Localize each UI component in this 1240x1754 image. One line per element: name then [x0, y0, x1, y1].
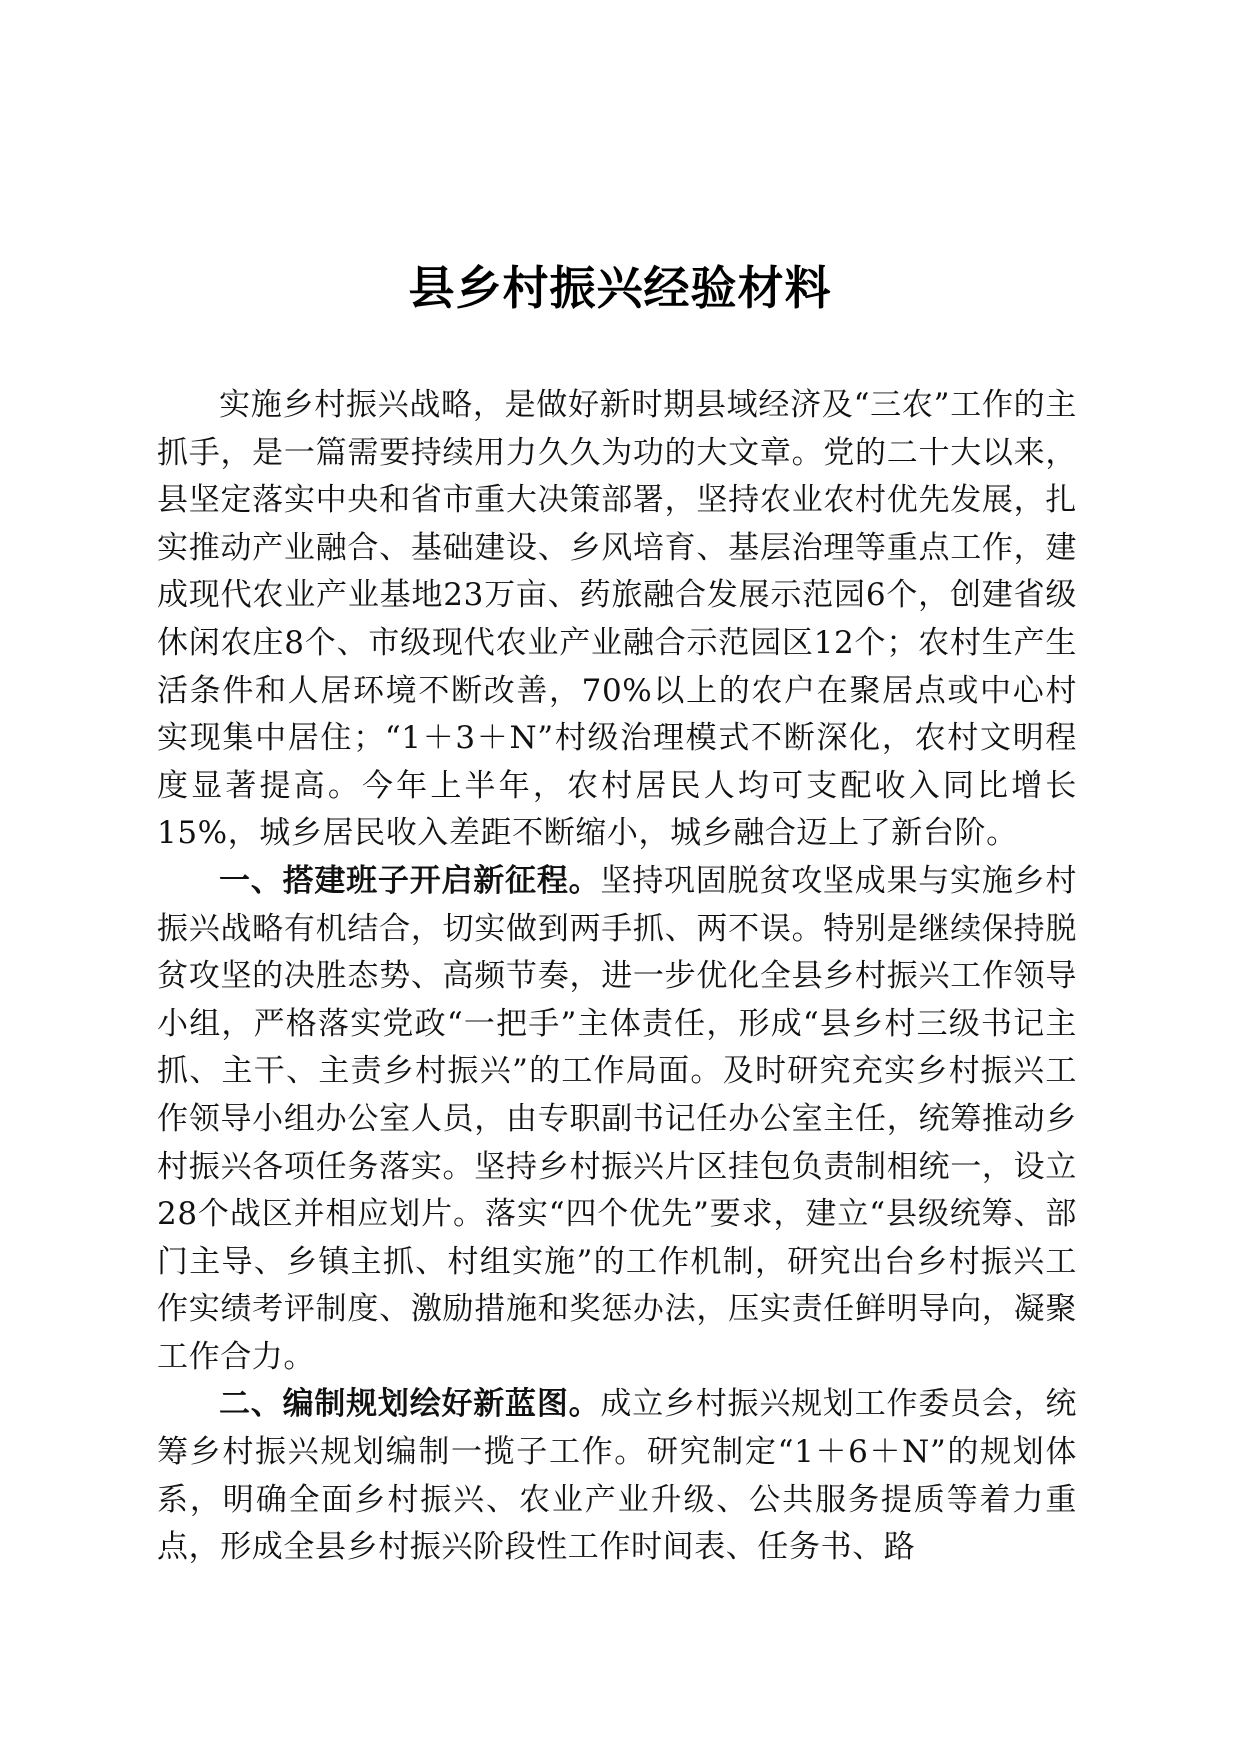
document-title: 县乡村振兴经验材料 — [408, 261, 832, 315]
paragraph-intro-text: 实施乡村振兴战略，是做好新时期县域经济及“三农”工作的主抓手，是一篇需要持续用力久久为功的大文章。党的二十大以来，县坚定落实中央和省市重大决策部署，坚持农业农村优先发展，扎实推动产业融合、基础建设、乡风培育、基层治理等重点工作，建成现代农业产业基地23万亩、药旅融合发展示范园6个，创建省级休闲农庄8个、市级现代农业产业融合示范园区12个；农村生产生活条件和人居环境不断改善，70%以上的农户在聚居点或中心村实现集中居住；“1＋3＋N”村级治理模式不断深化，农村文明程度显著提高。今年上半年，农村居民人均可支配收入同比增长15%，城乡居民收入差距不断缩小，城乡融合迈上了新台阶。 — [157, 387, 1077, 852]
document-body — [157, 382, 1077, 1572]
paragraph-intro — [157, 382, 1077, 858]
section-1-heading: 一、搭建班子开启新征程。 — [219, 862, 601, 899]
paragraph-section-1 — [157, 858, 1077, 1382]
section-1-text: 坚持巩固脱贫攻坚成果与实施乡村振兴战略有机结合，切实做到两手抓、两不误。特别是继续保持脱贫攻坚的决胜态势、高频节奏，进一步优化全县乡村振兴工作领导小组，严格落实党政“一把手”主体责任，形成“县乡村三级书记主抓、主干、主责乡村振兴”的工作局面。及时研究充实乡村振兴工作领导小组办公室人员，由专职副书记任办公室主任，统筹推动乡村振兴各项任务落实。坚持乡村振兴片区挂包负责制相统一，设立28个战区并相应划片。落实“四个优先”要求，建立“县级统筹、部门主导、乡镇主抓、村组实施”的工作机制，研究出台乡村振兴工作实绩考评制度、激励措施和奖惩办法，压实责任鲜明导向，凝聚工作合力。 — [157, 862, 1078, 1375]
paragraph-section-2 — [157, 1381, 1077, 1571]
section-2-heading: 二、编制规划绘好新蓝图。 — [219, 1386, 601, 1423]
section-2-text: 成立乡村振兴规划工作委员会，统筹乡村振兴规划编制一揽子工作。研究制定“1＋6＋N”的规划体系，明确全面乡村振兴、农业产业升级、公共服务提质等着力重点，形成全县乡村振兴阶段性工作时间表、任务书、路 — [157, 1386, 1078, 1566]
